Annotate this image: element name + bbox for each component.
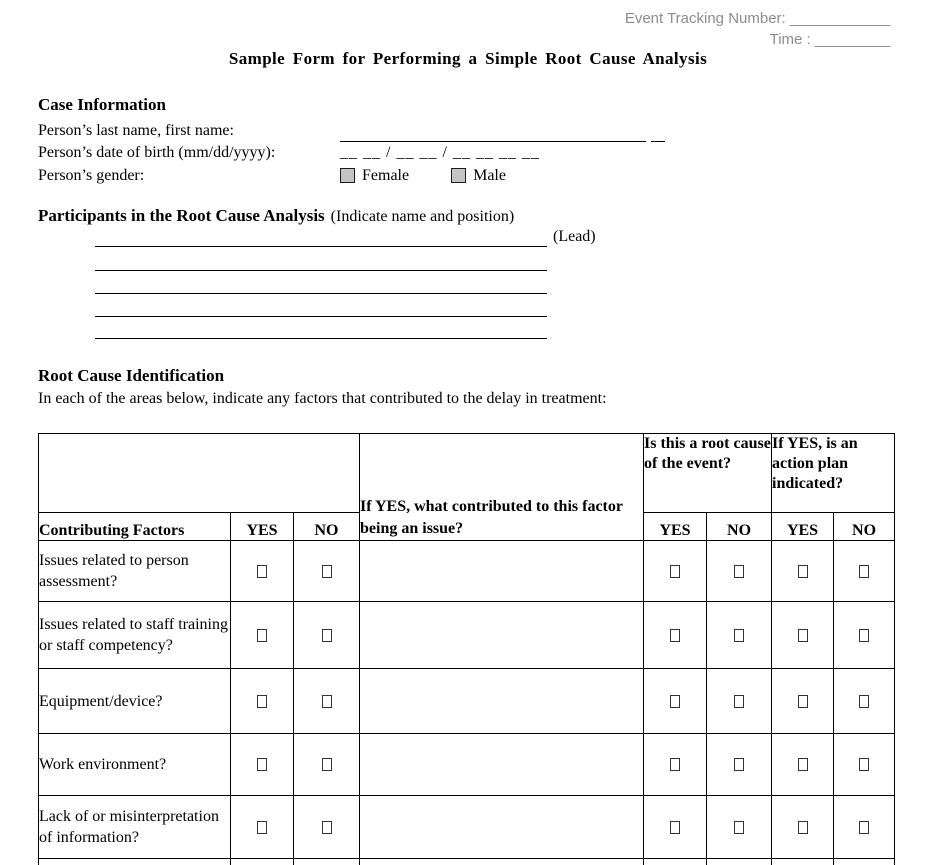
no-checkbox[interactable] xyxy=(322,821,332,834)
contributed-cell[interactable] xyxy=(360,602,644,669)
action-plan-no-cell xyxy=(834,734,895,796)
table-row xyxy=(39,669,895,734)
contributed-cell[interactable] xyxy=(360,541,644,602)
header-contributing-factors: Contributing Factors xyxy=(39,513,231,541)
event-tracking-label: Event Tracking Number: xyxy=(624,10,786,27)
root-cause-table xyxy=(38,433,895,865)
participant-line-4[interactable] xyxy=(95,316,547,317)
participant-line-3[interactable] xyxy=(95,293,547,294)
action-plan-yes-checkbox[interactable] xyxy=(798,695,808,708)
tracking-header xyxy=(625,8,890,50)
root-cause-no-cell xyxy=(707,541,772,602)
last-name-blank-line-short[interactable] xyxy=(651,123,665,142)
root-cause-no-checkbox[interactable] xyxy=(734,629,744,642)
action-plan-yes-checkbox[interactable] xyxy=(798,758,808,771)
female-checkbox[interactable] xyxy=(340,168,355,183)
gender-option-male xyxy=(451,165,506,187)
action-plan-no-checkbox[interactable] xyxy=(859,821,869,834)
action-plan-no-checkbox[interactable] xyxy=(859,629,869,642)
yes-cell xyxy=(231,796,294,859)
yes-cell xyxy=(231,859,294,865)
root-cause-yes-checkbox[interactable] xyxy=(670,695,680,708)
no-cell xyxy=(294,796,360,859)
root-cause-no-cell xyxy=(707,602,772,669)
no-cell xyxy=(294,602,360,669)
root-cause-no-cell xyxy=(707,859,772,865)
header-empty-cell xyxy=(39,434,360,513)
no-checkbox[interactable] xyxy=(322,758,332,771)
root-cause-yes-checkbox[interactable] xyxy=(670,629,680,642)
header-yes-1: YES xyxy=(231,513,294,541)
root-cause-no-cell xyxy=(707,796,772,859)
header-if-yes-contributed: If YES, what contributed to this factor being an issue? xyxy=(360,434,644,541)
table-row xyxy=(39,734,895,796)
table-row xyxy=(39,796,895,859)
root-cause-yes-cell xyxy=(644,541,707,602)
lead-label: (Lead) xyxy=(553,228,596,245)
header-action-plan: If YES, is an action plan indicated? xyxy=(772,434,895,513)
factor-label: Work environment? xyxy=(39,734,231,796)
participant-line-2[interactable] xyxy=(95,270,547,271)
last-name-blank-line[interactable] xyxy=(340,123,646,142)
no-checkbox[interactable] xyxy=(322,695,332,708)
contributed-cell[interactable] xyxy=(360,669,644,734)
root-cause-heading: Root Cause Identification xyxy=(38,366,225,385)
participants-section xyxy=(38,206,738,226)
root-cause-yes-checkbox[interactable] xyxy=(670,821,680,834)
root-cause-yes-cell xyxy=(644,602,707,669)
header-yes-3: YES xyxy=(772,513,834,541)
no-cell xyxy=(294,669,360,734)
factor-label: Lack of or misinterpretation of information? xyxy=(39,796,231,859)
action-plan-yes-cell xyxy=(772,859,834,865)
dob-row xyxy=(38,142,698,164)
table-row-clipped xyxy=(39,859,895,865)
header-no-2: NO xyxy=(707,513,772,541)
yes-checkbox[interactable] xyxy=(257,695,267,708)
action-plan-yes-checkbox[interactable] xyxy=(798,565,808,578)
last-name-row xyxy=(38,120,698,142)
yes-checkbox[interactable] xyxy=(257,629,267,642)
yes-cell xyxy=(231,734,294,796)
gender-row xyxy=(38,165,698,187)
yes-checkbox[interactable] xyxy=(257,758,267,771)
last-name-field[interactable] xyxy=(340,120,665,142)
root-cause-no-checkbox[interactable] xyxy=(734,821,744,834)
action-plan-yes-cell xyxy=(772,669,834,734)
event-tracking-line xyxy=(625,8,890,29)
event-tracking-blank-field[interactable]: ____________ xyxy=(789,10,890,27)
no-cell xyxy=(294,541,360,602)
yes-cell xyxy=(231,602,294,669)
time-blank-field[interactable]: _________ xyxy=(814,31,890,48)
action-plan-no-cell xyxy=(834,669,895,734)
participant-line-5[interactable] xyxy=(95,338,547,339)
action-plan-yes-cell xyxy=(772,796,834,859)
header-is-root-cause: Is this a root cause of the event? xyxy=(644,434,772,513)
root-cause-section xyxy=(38,366,898,408)
factor-label xyxy=(39,859,231,865)
yes-checkbox[interactable] xyxy=(257,821,267,834)
root-cause-no-checkbox[interactable] xyxy=(734,695,744,708)
no-cell xyxy=(294,859,360,865)
page-title: Sample Form for Performing a Simple Root Cause Analysis xyxy=(228,49,708,68)
root-cause-yes-cell xyxy=(644,669,707,734)
dob-blank-field[interactable]: __ __ / __ __ / __ __ __ __ xyxy=(340,144,540,162)
gender-options xyxy=(340,165,506,187)
factor-label: Issues related to person assessment? xyxy=(39,541,231,602)
participant-line-1[interactable] xyxy=(95,246,547,247)
header-yes-2: YES xyxy=(644,513,707,541)
dob-label: Person’s date of birth (mm/dd/yyyy): xyxy=(38,144,276,162)
table-row xyxy=(39,541,895,602)
root-cause-no-checkbox[interactable] xyxy=(734,565,744,578)
action-plan-no-checkbox[interactable] xyxy=(859,695,869,708)
action-plan-yes-checkbox[interactable] xyxy=(798,629,808,642)
factor-label: Issues related to staff training or staff competency? xyxy=(39,602,231,669)
participants-note: (Indicate name and position) xyxy=(330,208,515,225)
female-label: Female xyxy=(362,166,410,184)
table-row xyxy=(39,602,895,669)
no-cell xyxy=(294,734,360,796)
action-plan-no-checkbox[interactable] xyxy=(859,565,869,578)
yes-cell xyxy=(231,541,294,602)
header-no-1: NO xyxy=(294,513,360,541)
time-line xyxy=(625,29,890,50)
time-label: Time : xyxy=(769,31,811,48)
contributed-cell[interactable] xyxy=(360,796,644,859)
root-cause-yes-cell xyxy=(644,796,707,859)
action-plan-no-cell xyxy=(834,602,895,669)
participants-heading: Participants in the Root Cause Analysis xyxy=(38,206,325,225)
last-name-label: Person’s last name, first name: xyxy=(38,122,234,139)
action-plan-no-checkbox[interactable] xyxy=(859,758,869,771)
no-checkbox[interactable] xyxy=(322,629,332,642)
contributed-cell[interactable] xyxy=(360,734,644,796)
case-information-heading: Case Information xyxy=(38,95,166,114)
gender-option-female xyxy=(340,165,409,187)
yes-checkbox[interactable] xyxy=(257,565,267,578)
action-plan-no-cell xyxy=(834,796,895,859)
root-cause-instruction: In each of the areas below, indicate any factors that contributed to the delay in treatment: xyxy=(38,390,607,407)
table-header-row-top xyxy=(39,434,895,513)
no-checkbox[interactable] xyxy=(322,565,332,578)
action-plan-yes-cell xyxy=(772,734,834,796)
root-cause-yes-cell xyxy=(644,859,707,865)
action-plan-no-cell xyxy=(834,859,895,865)
root-cause-yes-checkbox[interactable] xyxy=(670,565,680,578)
header-no-3: NO xyxy=(834,513,895,541)
root-cause-no-cell xyxy=(707,734,772,796)
root-cause-yes-checkbox[interactable] xyxy=(670,758,680,771)
action-plan-yes-cell xyxy=(772,602,834,669)
action-plan-yes-checkbox[interactable] xyxy=(798,821,808,834)
root-cause-no-cell xyxy=(707,669,772,734)
gender-label: Person’s gender: xyxy=(38,166,145,184)
male-checkbox[interactable] xyxy=(451,168,466,183)
factor-label: Equipment/device? xyxy=(39,669,231,734)
case-information-section xyxy=(38,95,698,187)
contributed-cell xyxy=(360,859,644,865)
yes-cell xyxy=(231,669,294,734)
action-plan-no-cell xyxy=(834,541,895,602)
root-cause-no-checkbox[interactable] xyxy=(734,758,744,771)
male-label: Male xyxy=(473,166,506,184)
action-plan-yes-cell xyxy=(772,541,834,602)
root-cause-yes-cell xyxy=(644,734,707,796)
